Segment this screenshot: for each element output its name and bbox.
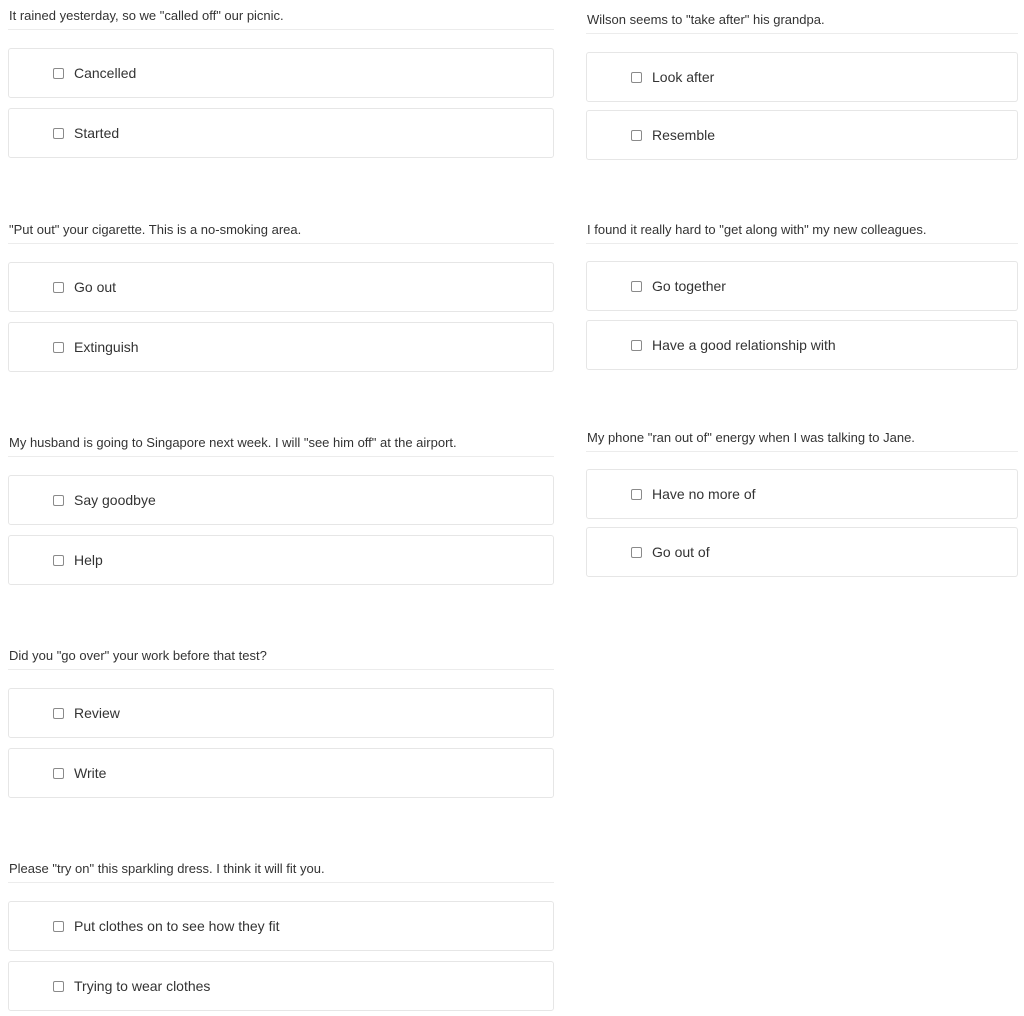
question-text: It rained yesterday, so we "called off" our picnic. [8, 8, 554, 30]
option-write[interactable] [8, 748, 554, 798]
checkbox[interactable] [53, 921, 64, 932]
option-put-clothes-on[interactable] [8, 901, 554, 951]
checkbox[interactable] [53, 555, 64, 566]
checkbox[interactable] [631, 281, 642, 292]
option-label: Go out of [652, 544, 710, 560]
checkbox[interactable] [53, 768, 64, 779]
option-cancelled[interactable] [8, 48, 554, 98]
checkbox[interactable] [631, 547, 642, 558]
option-have-no-more-of[interactable] [586, 469, 1018, 519]
question-go-over [8, 648, 554, 781]
option-resemble[interactable] [586, 110, 1018, 160]
question-text: My husband is going to Singapore next week. I will "see him off" at the airport. [8, 435, 554, 457]
checkbox[interactable] [53, 981, 64, 992]
checkbox[interactable] [631, 340, 642, 351]
option-label: Have no more of [652, 486, 756, 502]
option-trying-to-wear[interactable] [8, 961, 554, 1011]
option-label: Resemble [652, 127, 716, 143]
question-ran-out-of [586, 430, 1018, 560]
question-text: Did you "go over" your work before that test? [8, 648, 554, 670]
option-label: Extinguish [74, 339, 139, 355]
option-label: Have a good relationship with [652, 337, 836, 353]
checkbox[interactable] [631, 72, 642, 83]
option-label: Put clothes on to see how they fit [74, 918, 280, 934]
checkbox[interactable] [53, 68, 64, 79]
question-get-along-with [586, 222, 1018, 353]
option-label: Go out [74, 279, 117, 295]
option-started[interactable] [8, 108, 554, 158]
option-label: Go together [652, 278, 726, 294]
question-text: "Put out" your cigarette. This is a no-smoking area. [8, 222, 554, 244]
option-label: Review [74, 705, 120, 721]
option-go-out[interactable] [8, 262, 554, 312]
question-try-on [8, 861, 554, 994]
option-help[interactable] [8, 535, 554, 585]
checkbox[interactable] [631, 130, 642, 141]
question-called-off [8, 8, 554, 141]
checkbox[interactable] [53, 342, 64, 353]
option-go-out-of[interactable] [586, 527, 1018, 577]
option-review[interactable] [8, 688, 554, 738]
question-text: Wilson seems to "take after" his grandpa. [586, 12, 1018, 34]
option-label: Write [74, 765, 107, 781]
option-label: Help [74, 552, 103, 568]
option-go-together[interactable] [586, 261, 1018, 311]
question-text: My phone "ran out of" energy when I was talking to Jane. [586, 430, 1018, 452]
option-look-after[interactable] [586, 52, 1018, 102]
checkbox[interactable] [631, 489, 642, 500]
checkbox[interactable] [53, 708, 64, 719]
option-label: Started [74, 125, 120, 141]
checkbox[interactable] [53, 495, 64, 506]
question-text: Please "try on" this sparkling dress. I think it will fit you. [8, 861, 554, 883]
option-good-relationship[interactable] [586, 320, 1018, 370]
option-label: Trying to wear clothes [74, 978, 211, 994]
checkbox[interactable] [53, 128, 64, 139]
question-see-off [8, 435, 554, 568]
question-take-after [586, 12, 1018, 143]
option-extinguish[interactable] [8, 322, 554, 372]
option-label: Say goodbye [74, 492, 156, 508]
question-text: I found it really hard to "get along with" my new colleagues. [586, 222, 1018, 244]
question-put-out [8, 222, 554, 355]
option-label: Look after [652, 69, 715, 85]
option-say-goodbye[interactable] [8, 475, 554, 525]
option-label: Cancelled [74, 65, 137, 81]
checkbox[interactable] [53, 282, 64, 293]
